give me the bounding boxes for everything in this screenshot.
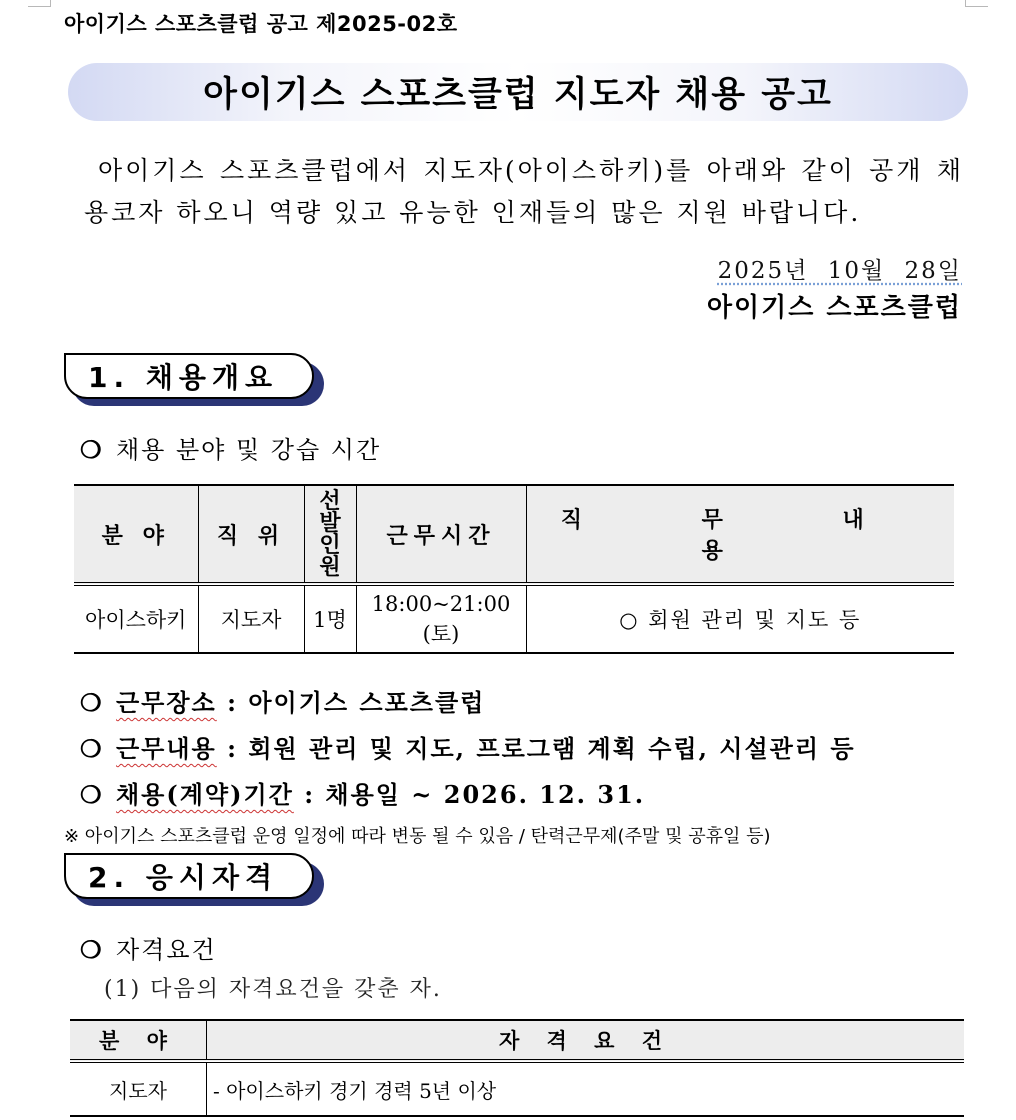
bullet-circle-icon: ❍ <box>80 734 104 763</box>
contract-period-item <box>80 775 645 810</box>
intro-line-1: 아이기스 스포츠클럽에서 지도자(아이스하키)를 아래와 같이 공개 채 <box>98 156 964 185</box>
section-2-heading-text: 2. 응시자격 <box>88 861 279 894</box>
recruitment-table-header-row <box>74 485 954 584</box>
cell-hours <box>356 584 526 653</box>
header-requirement: 자 격 요 건 <box>207 1020 965 1061</box>
page-corner-mark-left <box>28 0 51 7</box>
header-field: 분 야 <box>70 1020 207 1061</box>
organization-name: 아이기스 스포츠클럽 <box>706 293 962 323</box>
recruitment-table <box>74 484 954 654</box>
header-headcount-text: 선 발 인 원 <box>319 488 341 580</box>
header-field: 분 야 <box>74 485 198 584</box>
notice-date: 2025년 10월 28일 <box>717 258 962 284</box>
intro-paragraph <box>84 150 964 234</box>
section-1-heading <box>64 353 326 409</box>
intro-line-2: 용코자 하오니 역량 있고 유능한 인재들의 많은 지원 바랍니다. <box>84 198 862 227</box>
cell-field: 아이스하키 <box>74 584 198 653</box>
work-content-label: 근무내용 <box>116 734 217 763</box>
cell-hours-day: (토) <box>422 622 460 646</box>
header-headcount <box>304 485 356 584</box>
title-banner <box>68 63 968 121</box>
qualification-table <box>70 1019 964 1117</box>
header-hours: 근무시간 <box>356 485 526 584</box>
contract-period-label: 채용(계약)기간 <box>116 780 294 809</box>
contract-period-value: : 채용일 ~ 2026. 12. 31. <box>304 780 646 809</box>
bullet-circle-icon: ❍ <box>80 935 104 964</box>
workplace-label: 근무장소 <box>116 688 217 717</box>
cell-hours-time: 18:00~21:00 <box>371 592 511 616</box>
notice-number: 아이기스 스포츠클럽 공고 제2025-02호 <box>64 12 458 36</box>
header-duties: 직 무 내 용 <box>526 485 954 584</box>
bullet-circle-icon: ❍ <box>80 435 104 464</box>
workplace-item <box>80 683 485 718</box>
workplace-value: : 아이기스 스포츠클럽 <box>227 688 486 717</box>
table-row <box>74 584 954 653</box>
cell-requirement: - 아이스하키 경기 경력 5년 이상 <box>207 1061 965 1116</box>
page-corner-mark-right <box>965 0 988 7</box>
header-position: 직 위 <box>198 485 304 584</box>
qualification-table-header-row <box>70 1020 964 1061</box>
cell-duties: ○ 회원 관리 및 지도 등 <box>526 584 954 653</box>
qualification-sub-item: (1) 다음의 자격요건을 갖춘 자. <box>104 977 442 1002</box>
schedule-note: ※ 아이기스 스포츠클럽 운영 일정에 따라 변동 될 수 있음 / 탄력근무제(주말 및 공휴일 등) <box>64 826 771 847</box>
table-row <box>70 1061 964 1116</box>
cell-position: 지도자 <box>198 584 304 653</box>
section-2-heading-box <box>64 853 314 899</box>
section-1-bullet <box>80 430 381 465</box>
section-1-heading-box <box>64 353 314 399</box>
section-2-heading <box>64 853 326 909</box>
page-title: 아이기스 스포츠클럽 지도자 채용 공고 <box>203 75 833 115</box>
section-1-heading-text: 1. 채용개요 <box>88 361 279 394</box>
section-2-bullet-text: 자격요건 <box>116 936 217 964</box>
cell-field: 지도자 <box>70 1061 207 1116</box>
work-content-value: : 회원 관리 및 지도, 프로그램 계획 수립, 시설관리 등 <box>227 734 856 763</box>
work-content-item <box>80 729 856 764</box>
cell-headcount: 1명 <box>304 584 356 653</box>
bullet-circle-icon: ❍ <box>80 780 104 809</box>
bullet-circle-icon: ❍ <box>80 688 104 717</box>
section-1-bullet-text: 채용 분야 및 강습 시간 <box>116 436 382 464</box>
section-2-bullet <box>80 930 217 965</box>
